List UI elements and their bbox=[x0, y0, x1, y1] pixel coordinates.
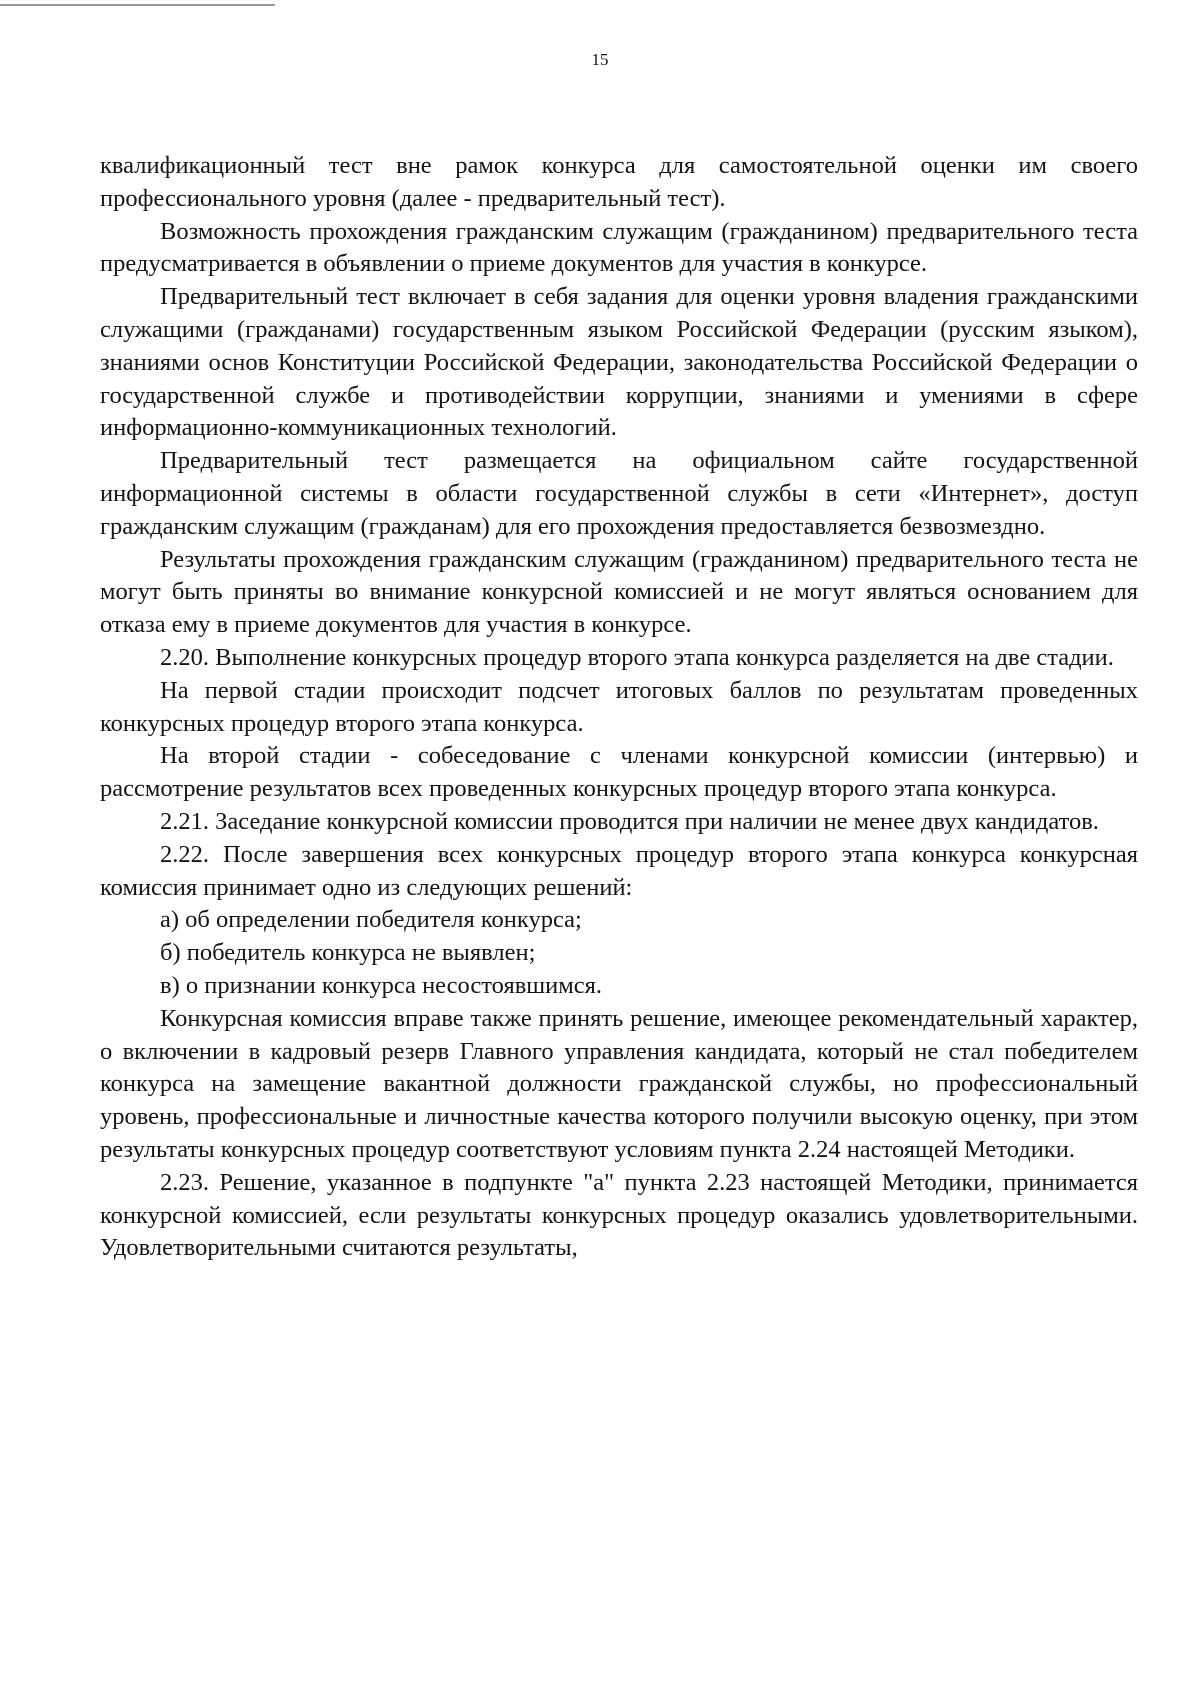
paragraph: 2.20. Выполнение конкурсных процедур второго этапа конкурса разделяется на две стадии. bbox=[160, 643, 1114, 671]
page-number: 15 bbox=[591, 50, 609, 69]
paragraph: Предварительный тест включает в себя задания для оценки уровня владения гражданскими служащими (гражданами) государственным языком Российской Федерации (русским языком), знаниями основ Конституции Российской Федерации, законодательства Российской Федерации о государственной службе и противодействии коррупции, знаниями и умениями в сфере информационно-коммуникационных технологий. bbox=[100, 283, 1138, 442]
paragraph: 2.23. Решение, указанное в подпункте "а" пункта 2.23 настоящей Методики, принимается конкурсной комиссией, если результаты конкурсных процедур оказались удовлетворительными. Удовлетворительными считаются результаты, bbox=[100, 1168, 1138, 1262]
paragraph: На второй стадии - собеседование с членами конкурсной комиссии (интервью) и рассмотрение результатов всех проведенных конкурсных процедур второго этапа конкурса. bbox=[100, 742, 1138, 803]
paragraph: квалификационный тест вне рамок конкурса для самостоятельной оценки им своего профессионального уровня (далее - предварительный тест). bbox=[100, 152, 1138, 212]
paragraph: б) победитель конкурса не выявлен; bbox=[160, 939, 536, 967]
paragraph: Конкурсная комиссия вправе также принять решение, имеющее рекомендательный характер, о включении в кадровый резерв Главного управления кандидата, который не стал победителем конкурса на замещение вакантной должности гражданской службы, но профессиональный уровень, профессиональные и личностные качества которого получили высокую оценку, при этом результаты конкурсных процедур соответствуют условиям пункта 2.24 настоящей Методики. bbox=[100, 1004, 1138, 1163]
paragraph: На первой стадии происходит подсчет итоговых баллов по результатам проведенных конкурсных процедур второго этапа конкурса. bbox=[100, 676, 1138, 737]
paragraph: Предварительный тест размещается на официальном сайте государственной информационной системы в области государственной службы в сети «Интернет», доступ гражданским служащим (гражданам) для его прохождения предоставляется безвозмездно. bbox=[100, 447, 1138, 540]
paragraph: Возможность прохождения гражданским служащим (гражданином) предварительного теста предусматривается в объявлении о приеме документов для участия в конкурсе. bbox=[100, 217, 1138, 278]
paragraph: а) об определении победителя конкурса; bbox=[160, 906, 582, 934]
paragraph: 2.21. Заседание конкурсной комиссии проводится при наличии не менее двух кандидатов. bbox=[160, 807, 1099, 835]
paragraph: в) о признании конкурса несостоявшимся. bbox=[160, 971, 603, 999]
document-body bbox=[100, 150, 1138, 1265]
scan-top-rule bbox=[0, 4, 275, 6]
paragraph: 2.22. После завершения всех конкурсных процедур второго этапа конкурса конкурсная комиссия принимает одно из следующих решений: bbox=[100, 840, 1138, 901]
paragraph: Результаты прохождения гражданским служащим (гражданином) предварительного теста не могут быть приняты во внимание конкурсной комиссией и не могут являться основанием для отказа ему в приеме документов для участия в конкурсе. bbox=[100, 545, 1138, 639]
